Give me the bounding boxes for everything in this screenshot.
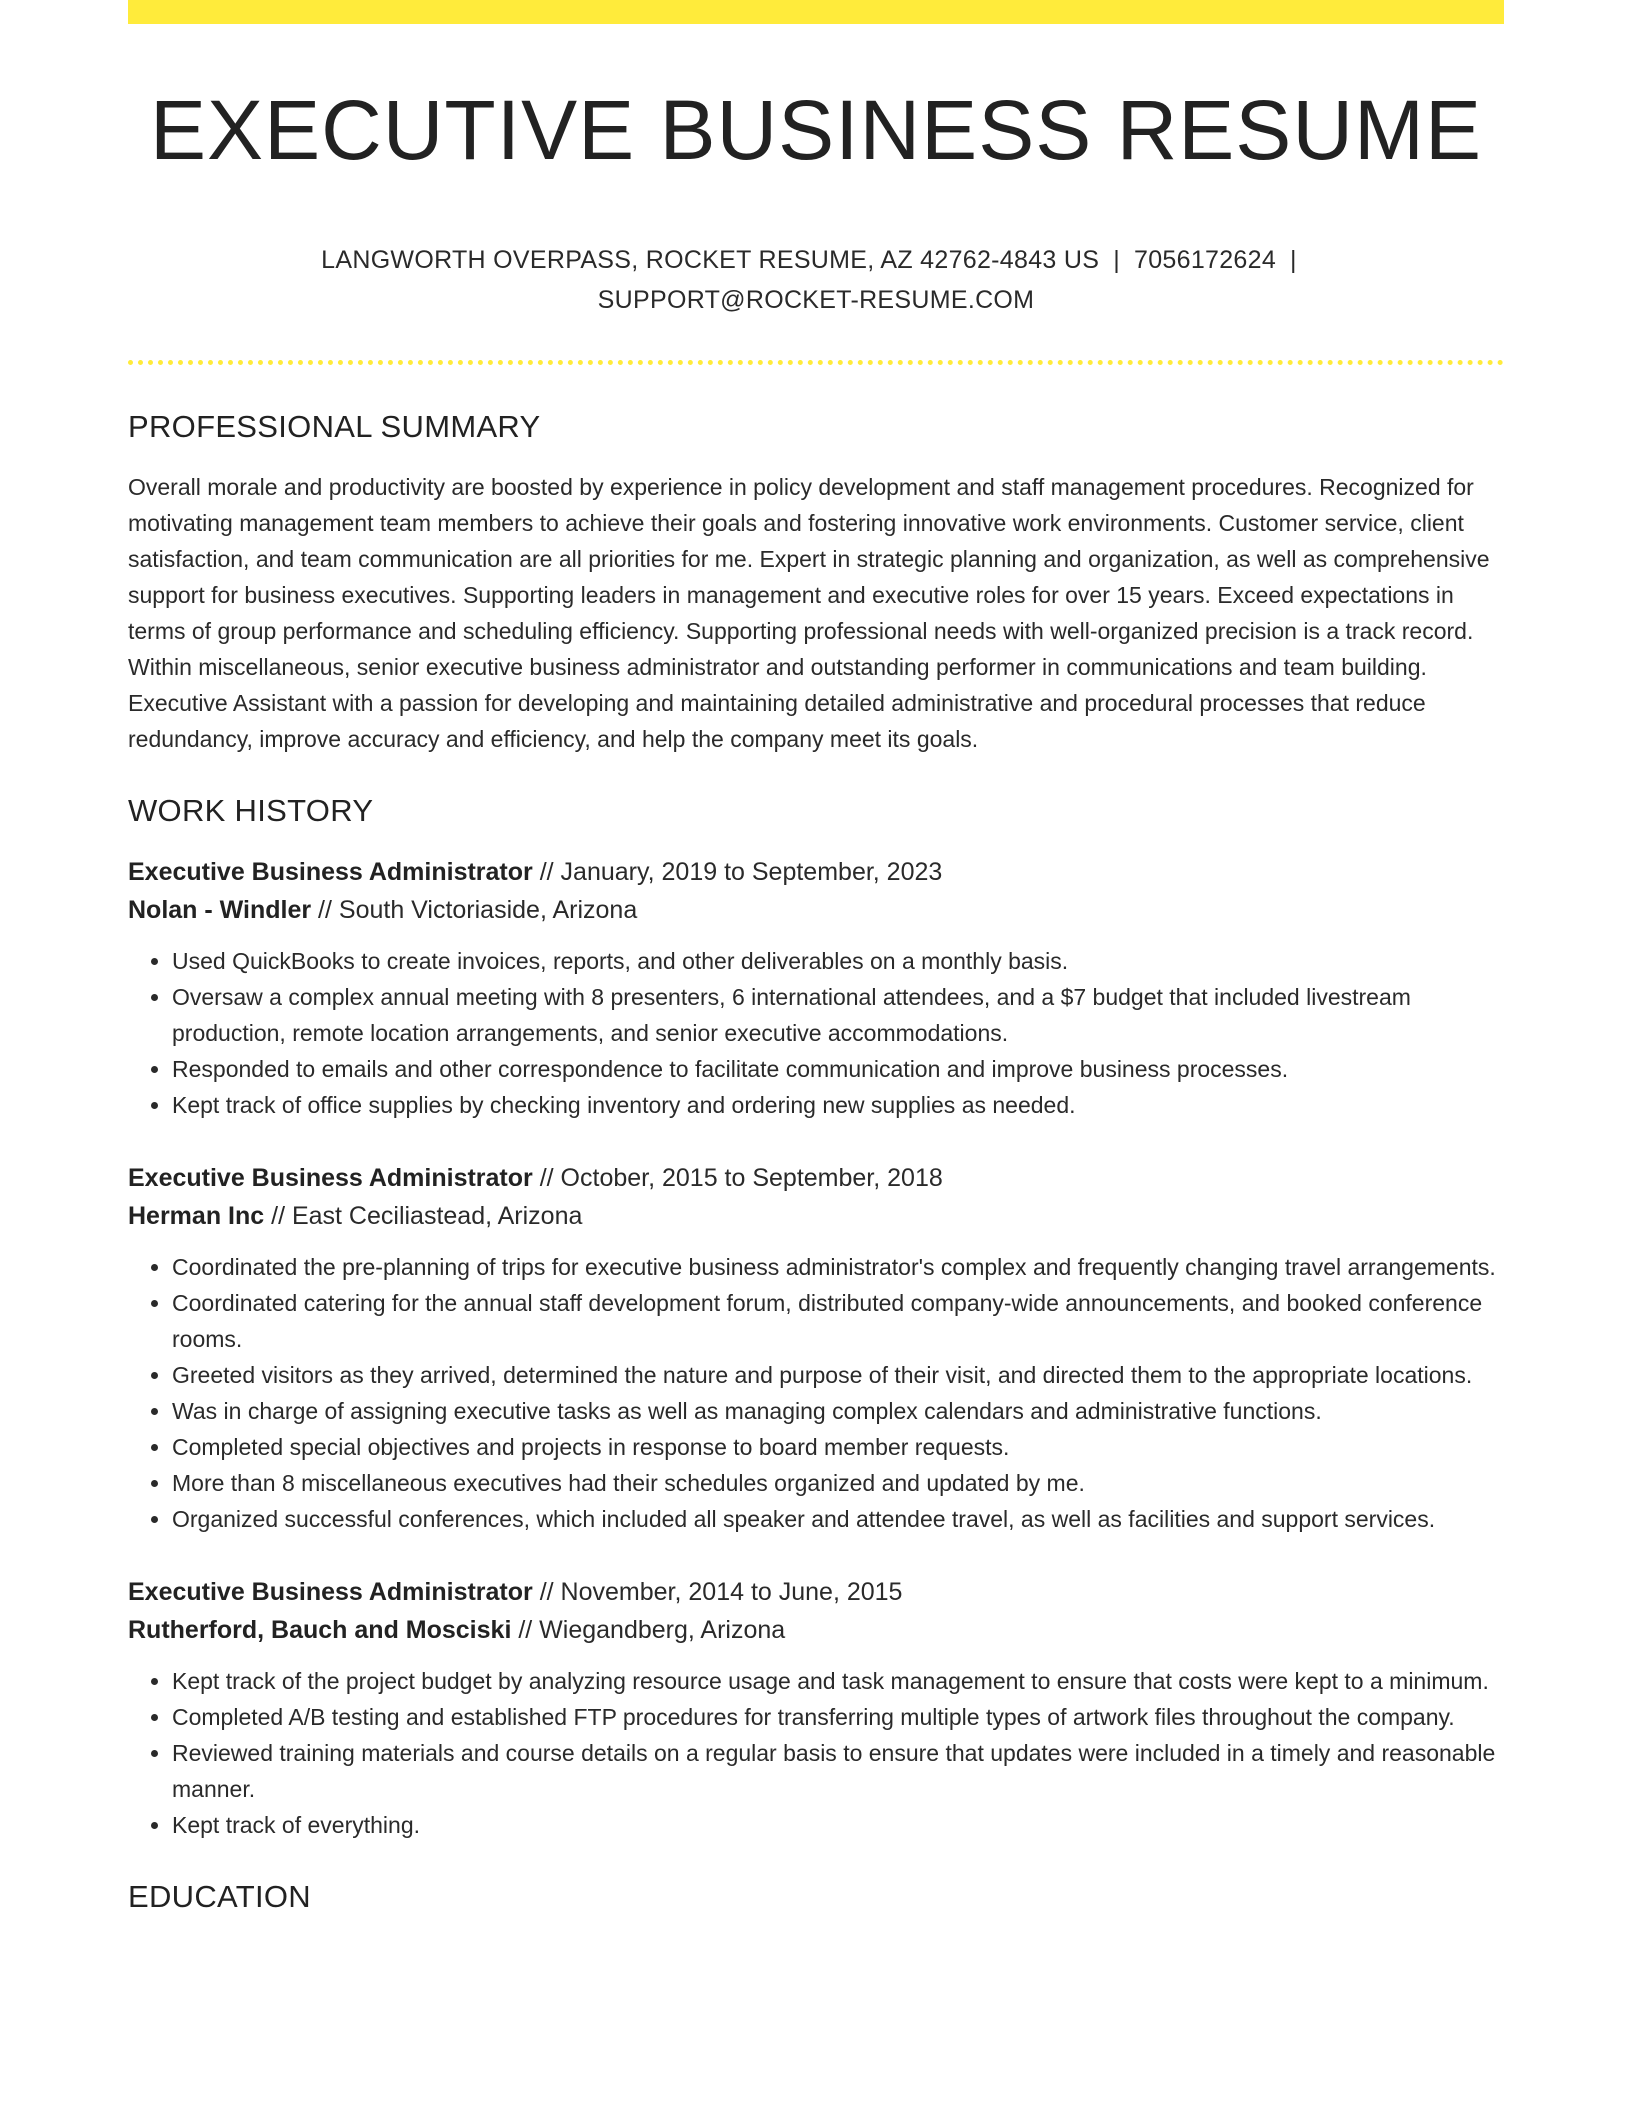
contact-address: LANGWORTH OVERPASS, ROCKET RESUME, AZ 42762-4843 US xyxy=(321,246,1100,275)
contact-email: SUPPORT@ROCKET-RESUME.COM xyxy=(597,286,1035,315)
resume-page xyxy=(128,0,1504,1915)
work-history-heading: WORK HISTORY xyxy=(128,793,374,829)
bullet-item: • Completed special objectives and projects in response to board member requests. xyxy=(172,1429,1504,1465)
job-bullets xyxy=(128,943,1504,1123)
top-accent-bar xyxy=(128,0,1504,24)
bullet-item: • Greeted visitors as they arrived, determined the nature and purpose of their visit, and directed them to the appropriate locations. xyxy=(172,1357,1504,1393)
bullet-item: • Was in charge of assigning executive tasks as well as managing complex calendars and administrative functions. xyxy=(172,1393,1504,1429)
job-company: Herman Inc xyxy=(128,1202,265,1231)
summary-heading: PROFESSIONAL SUMMARY xyxy=(128,409,541,445)
job-title-line xyxy=(128,1573,1504,1611)
bullet-item: • Responded to emails and other correspondence to facilitate communication and improve business processes. xyxy=(172,1051,1504,1087)
job-dates: // November, 2014 to June, 2015 xyxy=(532,1578,903,1607)
job-title: Executive Business Administrator xyxy=(128,1164,533,1193)
contact-info xyxy=(128,240,1504,320)
job-dates: // October, 2015 to September, 2018 xyxy=(532,1164,943,1193)
job-title-line xyxy=(128,1159,1504,1197)
contact-separator: | xyxy=(1113,246,1120,275)
summary-text: Overall morale and productivity are boosted by experience in policy development and staff management procedures. Recognized for motivating management team members to achieve their goals and fostering innovative work environments. Customer service, client satisfaction, and team communication are all priorities for me. Expert in strategic planning and organization, as well as comprehensive support for business executives. Supporting leaders in management and executive roles for over 15 years. Exceed expectations in terms of group performance and scheduling efficiency. Supporting professional needs with well-organized precision is a track record. Within miscellaneous, senior executive business administrator and outstanding performer in communications and team building. Executive Assistant with a passion for developing and maintaining detailed administrative and procedural processes that reduce redundancy, improve accuracy and efficiency, and help the company meet its goals. xyxy=(128,474,1490,753)
job-title: Executive Business Administrator xyxy=(128,1578,533,1607)
job-bullets xyxy=(128,1663,1504,1843)
job-title: Executive Business Administrator xyxy=(128,858,533,887)
bullet-item: • More than 8 miscellaneous executives had their schedules organized and updated by me. xyxy=(172,1465,1504,1501)
job-company: Rutherford, Bauch and Mosciski xyxy=(128,1616,512,1645)
job-entry xyxy=(128,853,1504,1123)
dotted-divider xyxy=(128,360,1504,365)
bullet-item: • Kept track of the project budget by analyzing resource usage and task management to ensure that costs were kept to a minimum. xyxy=(172,1663,1504,1699)
bullet-item: • Coordinated the pre-planning of trips for executive business administrator's complex and frequently changing travel arrangements. xyxy=(172,1249,1504,1285)
bullet-item: • Organized successful conferences, which included all speaker and attendee travel, as well as facilities and support services. xyxy=(172,1501,1504,1537)
job-title-line xyxy=(128,853,1504,891)
bullet-item: • Kept track of everything. xyxy=(172,1807,1504,1843)
bullet-item: • Reviewed training materials and course details on a regular basis to ensure that updates were included in a timely and reasonable manner. xyxy=(172,1735,1504,1807)
job-location: // South Victoriaside, Arizona xyxy=(311,896,638,925)
resume-title: EXECUTIVE BUSINESS RESUME xyxy=(150,83,1482,177)
job-company-line xyxy=(128,1611,1504,1649)
job-dates: // January, 2019 to September, 2023 xyxy=(532,858,943,887)
bullet-item: • Coordinated catering for the annual staff development forum, distributed company-wide announcements, and booked conference rooms. xyxy=(172,1285,1504,1357)
job-company-line xyxy=(128,1197,1504,1235)
bullet-item: • Completed A/B testing and established FTP procedures for transferring multiple types of artwork files throughout the company. xyxy=(172,1699,1504,1735)
job-location: // East Ceciliastead, Arizona xyxy=(264,1202,583,1231)
job-bullets xyxy=(128,1249,1504,1537)
job-location: // Wiegandberg, Arizona xyxy=(511,1616,786,1645)
contact-phone: 7056172624 xyxy=(1134,246,1277,275)
education-heading: EDUCATION xyxy=(128,1879,311,1915)
job-company: Nolan - Windler xyxy=(128,896,312,925)
bullet-item: • Kept track of office supplies by checking inventory and ordering new supplies as needed. xyxy=(172,1087,1504,1123)
job-entry xyxy=(128,1573,1504,1843)
contact-separator: | xyxy=(1290,246,1297,275)
bullet-item: • Oversaw a complex annual meeting with 8 presenters, 6 international attendees, and a $7 budget that included livestream production, remote location arrangements, and senior executive accommodations. xyxy=(172,979,1504,1051)
job-entry xyxy=(128,1159,1504,1537)
bullet-item: • Used QuickBooks to create invoices, reports, and other deliverables on a monthly basis. xyxy=(172,943,1504,979)
job-company-line xyxy=(128,891,1504,929)
